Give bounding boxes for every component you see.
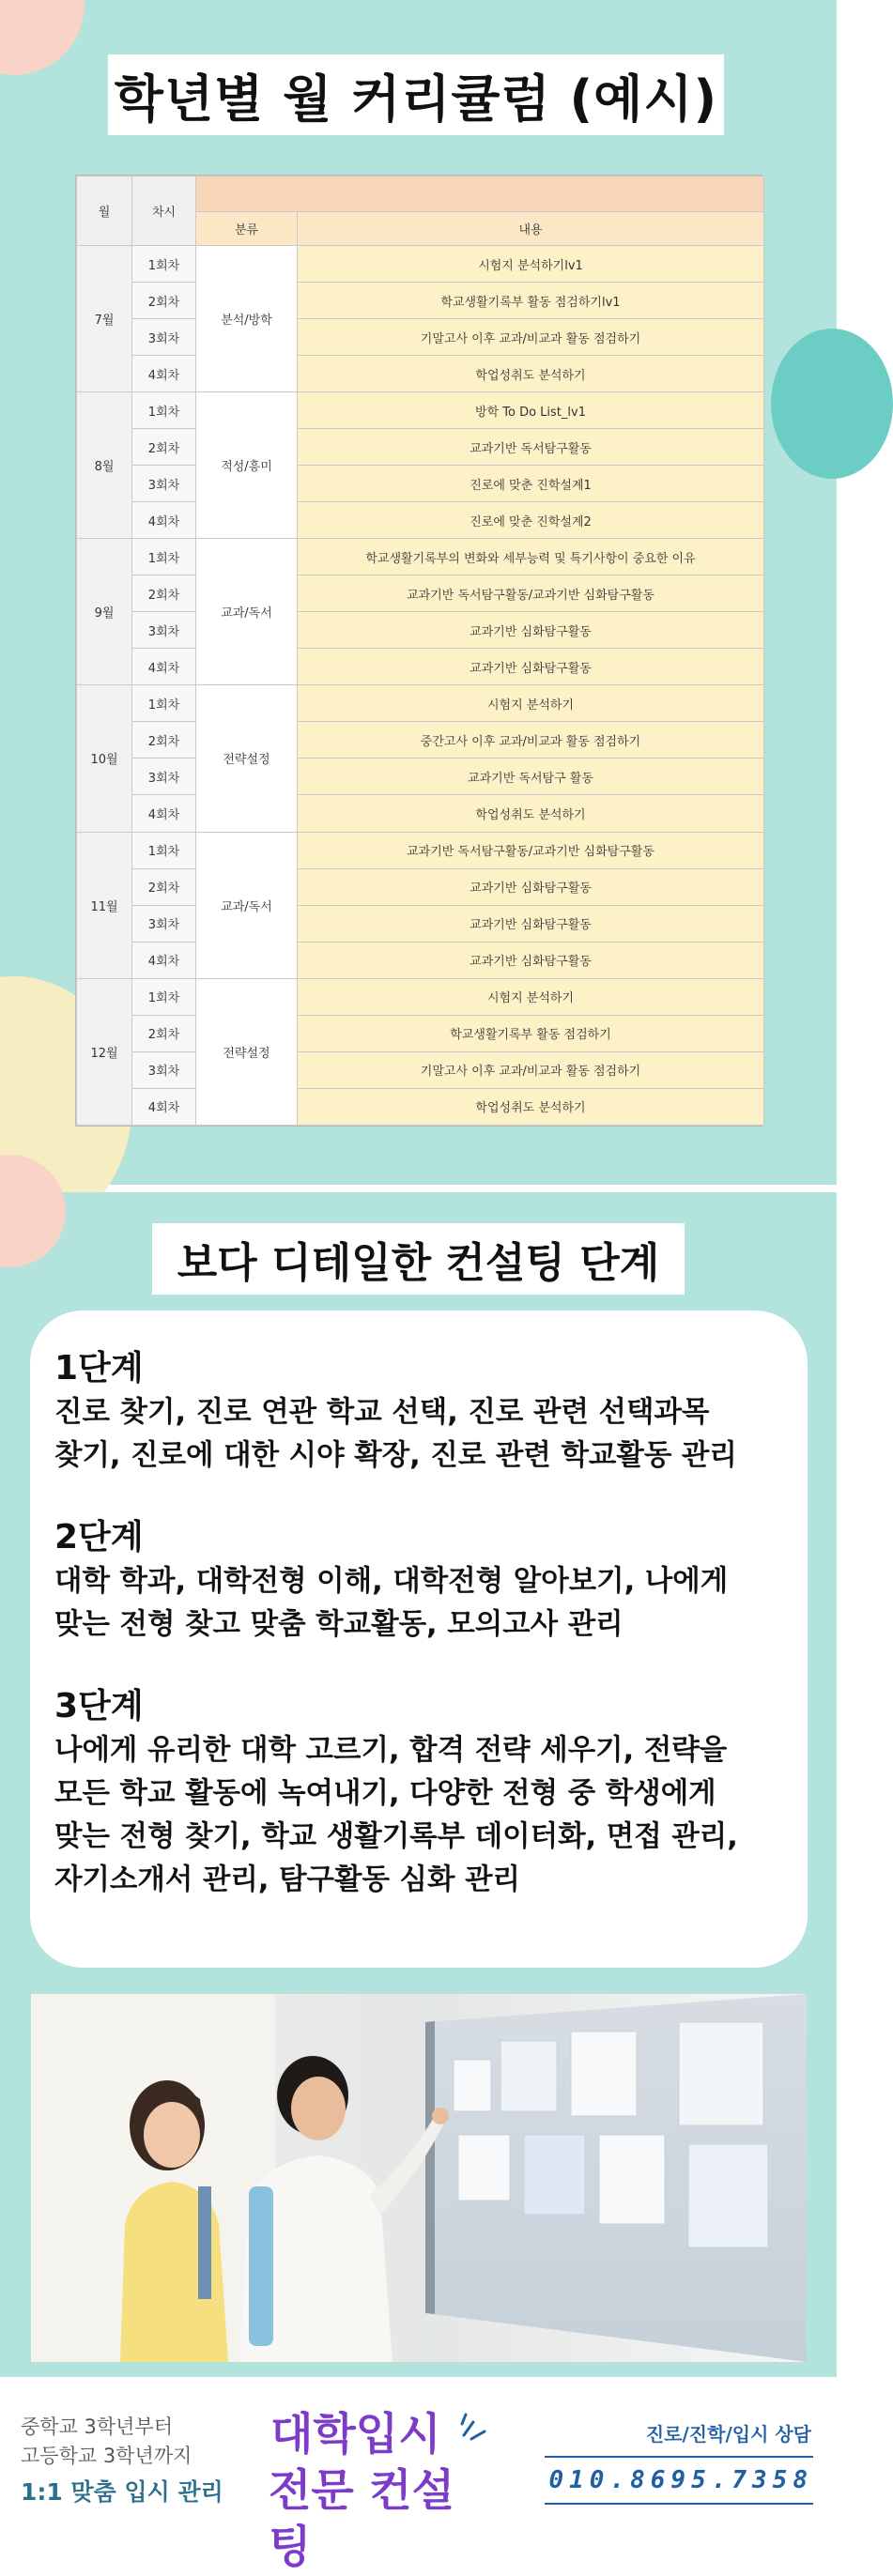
content-cell: 교과기반 심화탐구활동 bbox=[298, 612, 764, 649]
step-line: 나에게 유리한 대학 고르기, 합격 전략 세우기, 전략을 bbox=[54, 1734, 728, 1767]
footer-tagline: 1:1 맞춤 입시 관리 bbox=[21, 2478, 223, 2506]
table-row bbox=[77, 832, 764, 868]
table-row bbox=[77, 1088, 764, 1125]
content-cell: 학업성취도 분석하기 bbox=[298, 356, 764, 392]
table-row bbox=[77, 795, 764, 832]
header-category: 분류 bbox=[196, 212, 298, 246]
session-cell: 1회차 bbox=[132, 685, 196, 722]
month-cell: 8월 bbox=[77, 392, 132, 539]
curriculum-table-body bbox=[77, 246, 764, 1126]
table-row bbox=[77, 392, 764, 429]
content-cell: 시험지 분석하기lv1 bbox=[298, 246, 764, 283]
decor-circle bbox=[771, 329, 893, 479]
table-row bbox=[77, 575, 764, 612]
session-cell: 2회차 bbox=[132, 429, 196, 466]
service-label: 진로/진학/입시 상담 bbox=[645, 2423, 811, 2446]
step-line: 자기소개서 관리, 탐구활동 심화 관리 bbox=[54, 1863, 521, 1896]
session-cell: 2회차 bbox=[132, 1015, 196, 1051]
session-cell: 2회차 bbox=[132, 868, 196, 905]
content-cell: 교과기반 독서탐구활동/교과기반 심화탐구활동 bbox=[298, 575, 764, 612]
students-illustration bbox=[31, 1994, 807, 2362]
session-cell: 4회차 bbox=[132, 356, 196, 392]
session-cell: 3회차 bbox=[132, 319, 196, 356]
header-session: 차시 bbox=[132, 176, 196, 246]
table-row bbox=[77, 429, 764, 466]
table-row bbox=[77, 356, 764, 392]
table-row bbox=[77, 868, 764, 905]
table-row bbox=[77, 722, 764, 759]
content-cell: 기말고사 이후 교과/비교과 활동 점검하기 bbox=[298, 1051, 764, 1088]
step-title: 1단계 bbox=[54, 1349, 144, 1388]
content-cell: 진로에 맞춘 진학설계2 bbox=[298, 502, 764, 539]
content-cell: 시험지 분석하기 bbox=[298, 978, 764, 1015]
curriculum-title: 학년별 월 커리큘럼 (예시) bbox=[108, 54, 724, 135]
table-row bbox=[77, 466, 764, 502]
session-cell: 3회차 bbox=[132, 905, 196, 942]
table-row bbox=[77, 759, 764, 795]
step-3 bbox=[54, 1684, 781, 1902]
step-line: 찾기, 진로에 대한 시야 확장, 진로 관련 학교활동 관리 bbox=[54, 1439, 737, 1472]
content-cell: 학교생활기록부 활동 점검하기 bbox=[298, 1015, 764, 1051]
table-row bbox=[77, 283, 764, 319]
month-cell: 9월 bbox=[77, 539, 132, 685]
footer bbox=[0, 2384, 837, 2573]
header-content: 내용 bbox=[298, 212, 764, 246]
session-cell: 4회차 bbox=[132, 502, 196, 539]
month-cell: 12월 bbox=[77, 978, 132, 1125]
curriculum-table bbox=[76, 176, 764, 1126]
month-cell: 11월 bbox=[77, 832, 132, 978]
content-cell: 진로에 맞춘 진학설계1 bbox=[298, 466, 764, 502]
header-band bbox=[196, 176, 764, 212]
table-row bbox=[77, 246, 764, 283]
content-cell: 학교생활기록부 활동 점검하기lv1 bbox=[298, 283, 764, 319]
content-cell: 시험지 분석하기 bbox=[298, 685, 764, 722]
content-cell: 교과기반 독서탐구 활동 bbox=[298, 759, 764, 795]
table-row bbox=[77, 1051, 764, 1088]
footer-brand bbox=[269, 2407, 494, 2576]
content-cell: 교과기반 심화탐구활동 bbox=[298, 649, 764, 685]
table-row bbox=[77, 942, 764, 978]
step-line: 모든 학교 활동에 녹여내기, 다양한 전형 중 학생에게 bbox=[54, 1777, 716, 1810]
footer-line-2: 고등학교 3학년까지 bbox=[21, 2445, 192, 2467]
table-row bbox=[77, 905, 764, 942]
session-cell: 1회차 bbox=[132, 539, 196, 575]
step-line: 맞는 전형 찾고 맞춤 학교활동, 모의고사 관리 bbox=[54, 1608, 624, 1641]
session-cell: 3회차 bbox=[132, 1051, 196, 1088]
content-cell: 학업성취도 분석하기 bbox=[298, 795, 764, 832]
session-cell: 4회차 bbox=[132, 942, 196, 978]
session-cell: 4회차 bbox=[132, 795, 196, 832]
footer-left bbox=[21, 2413, 223, 2512]
content-cell: 교과기반 독서탐구활동 bbox=[298, 429, 764, 466]
month-cell: 7월 bbox=[77, 246, 132, 392]
header-month: 월 bbox=[77, 176, 132, 246]
table-row bbox=[77, 978, 764, 1015]
category-cell: 적성/흥미 bbox=[196, 392, 298, 539]
content-cell: 교과기반 심화탐구활동 bbox=[298, 942, 764, 978]
divider bbox=[545, 2503, 813, 2505]
step-line: 대학 학과, 대학전형 이해, 대학전형 알아보기, 나에게 bbox=[54, 1565, 729, 1598]
session-cell: 1회차 bbox=[132, 978, 196, 1015]
step-line: 맞는 전형 찾기, 학교 생활기록부 데이터화, 면접 관리, bbox=[54, 1820, 738, 1853]
table-row bbox=[77, 319, 764, 356]
month-cell: 10월 bbox=[77, 685, 132, 832]
footer-contact bbox=[545, 2420, 813, 2505]
table-row bbox=[77, 612, 764, 649]
session-cell: 2회차 bbox=[132, 722, 196, 759]
table-row bbox=[77, 1015, 764, 1051]
step-1 bbox=[54, 1346, 781, 1478]
divider bbox=[545, 2456, 813, 2458]
students-photo bbox=[31, 1994, 807, 2362]
session-cell: 1회차 bbox=[132, 832, 196, 868]
table-row bbox=[77, 539, 764, 575]
table-row bbox=[77, 685, 764, 722]
step-2 bbox=[54, 1515, 781, 1647]
content-cell: 교과기반 심화탐구활동 bbox=[298, 905, 764, 942]
session-cell: 2회차 bbox=[132, 283, 196, 319]
brand-title-1: 대학입시 bbox=[270, 2409, 441, 2461]
phone-number[interactable]: 010.8695.7358 bbox=[548, 2466, 813, 2494]
consulting-title: 보다 디테일한 컨설팅 단계 bbox=[152, 1223, 685, 1295]
step-line: 진로 찾기, 진로 연관 학교 선택, 진로 관련 선택과목 bbox=[54, 1396, 710, 1429]
category-cell: 교과/독서 bbox=[196, 539, 298, 685]
session-cell: 3회차 bbox=[132, 759, 196, 795]
brand-title-2: 전문 컨설팅 bbox=[269, 2465, 454, 2573]
table-row bbox=[77, 649, 764, 685]
consulting-section bbox=[0, 1192, 837, 2377]
sparkle-icon bbox=[456, 2411, 494, 2448]
content-cell: 교과기반 심화탐구활동 bbox=[298, 868, 764, 905]
content-cell: 중간고사 이후 교과/비교과 활동 점검하기 bbox=[298, 722, 764, 759]
session-cell: 3회차 bbox=[132, 466, 196, 502]
decor-circle bbox=[0, 0, 85, 75]
footer-line-1: 중학교 3학년부터 bbox=[21, 2415, 174, 2438]
category-cell: 전략설정 bbox=[196, 685, 298, 832]
steps-card bbox=[30, 1311, 808, 1968]
step-title: 2단계 bbox=[54, 1518, 144, 1556]
step-title: 3단계 bbox=[54, 1687, 144, 1725]
session-cell: 4회차 bbox=[132, 649, 196, 685]
content-cell: 기말고사 이후 교과/비교과 활동 점검하기 bbox=[298, 319, 764, 356]
session-cell: 4회차 bbox=[132, 1088, 196, 1125]
content-cell: 학업성취도 분석하기 bbox=[298, 1088, 764, 1125]
content-cell: 학교생활기록부의 변화와 세부능력 및 특기사항이 중요한 이유 bbox=[298, 539, 764, 575]
category-cell: 전략설정 bbox=[196, 978, 298, 1125]
content-cell: 교과기반 독서탐구활동/교과기반 심화탐구활동 bbox=[298, 832, 764, 868]
content-cell: 방학 To Do List_lv1 bbox=[298, 392, 764, 429]
session-cell: 1회차 bbox=[132, 392, 196, 429]
session-cell: 1회차 bbox=[132, 246, 196, 283]
category-cell: 분석/방학 bbox=[196, 246, 298, 392]
curriculum-table-wrapper bbox=[75, 175, 762, 1127]
category-cell: 교과/독서 bbox=[196, 832, 298, 978]
table-row bbox=[77, 502, 764, 539]
session-cell: 2회차 bbox=[132, 575, 196, 612]
curriculum-section bbox=[0, 0, 837, 1185]
session-cell: 3회차 bbox=[132, 612, 196, 649]
